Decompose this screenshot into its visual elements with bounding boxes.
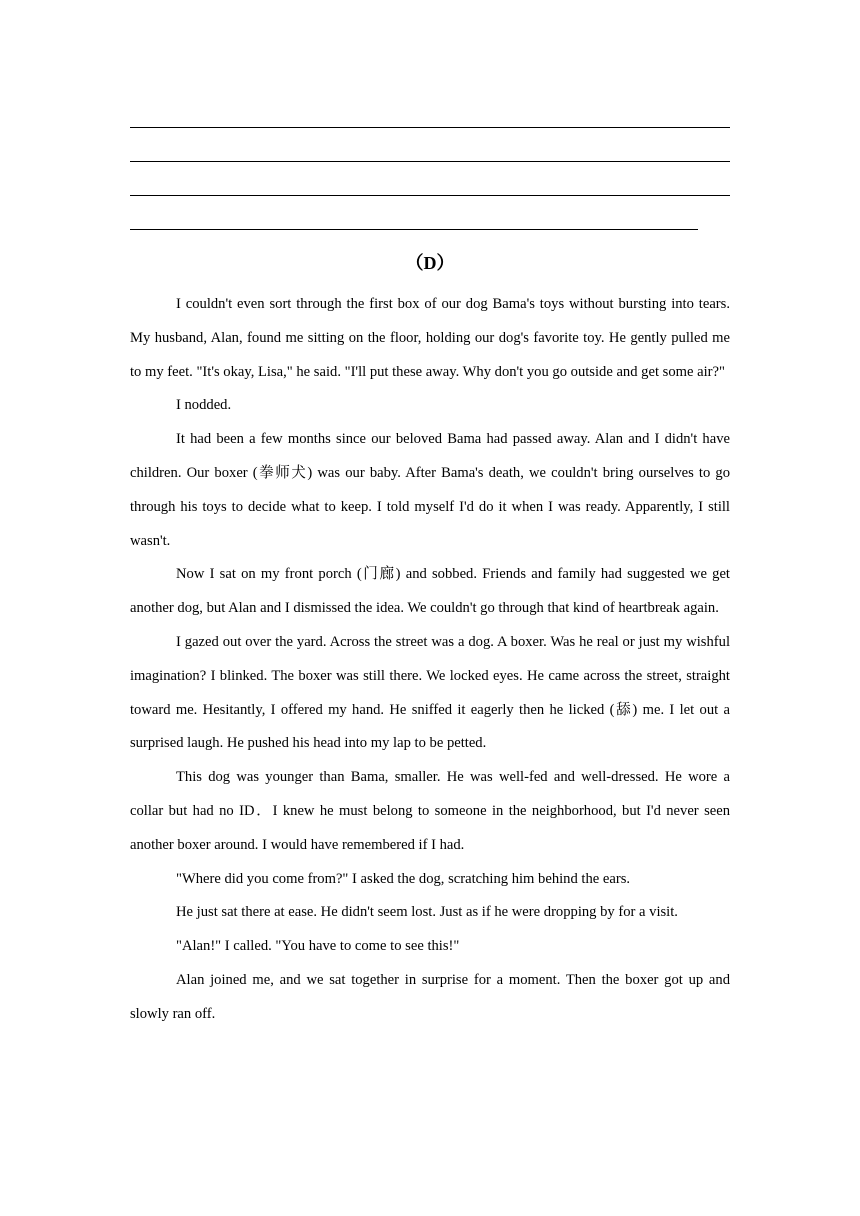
paragraph: I nodded.	[176, 397, 232, 414]
section-title: （D）	[405, 253, 455, 273]
paragraph: This dog was younger than Bama, smaller. He was well-fed and well-dressed. He wore a collar but had no ID．I knew he must belong to someone in the neighborhood, but I'd never seen another boxer around. I would have remembered if I had.	[130, 769, 730, 853]
paragraph: "Where did you come from?" I asked the dog, scratching him behind the ears.	[176, 870, 631, 887]
paragraph: He just sat there at ease. He didn't seem lost. Just as if he were dropping by for a visit.	[176, 904, 678, 921]
answer-lines	[130, 127, 730, 263]
answer-line	[130, 161, 730, 162]
paragraph: Now I sat on my front porch (门廊) and sobbed. Friends and family had suggested we get another dog, but Alan and I dismissed the idea. We couldn't go through that kind of heartbreak again.	[130, 566, 730, 617]
answer-line	[130, 127, 730, 128]
paragraph: I gazed out over the yard. Across the street was a dog. A boxer. Was he real or just my wishful imagination? I blinked. The boxer was still there. We locked eyes. He came across the street, straight toward me. Hesitantly, I offered my hand. He sniffed it eagerly then he licked (舔) me. I let out a surprised laugh. He pushed his head into my lap to be petted.	[130, 633, 730, 752]
answer-line	[130, 195, 730, 196]
paragraph: "Alan!" I called. "You have to come to see this!"	[176, 938, 460, 955]
paragraph: I couldn't even sort through the first box of our dog Bama's toys without bursting into tears. My husband, Alan, found me sitting on the floor, holding our dog's favorite toy. He gently pulled me to my feet. "It's okay, Lisa," he said. "I'll put these away. Why don't you go outside and get some air?"	[130, 296, 730, 380]
answer-line	[130, 229, 698, 230]
paragraph: It had been a few months since our beloved Bama had passed away. Alan and I didn't have children. Our boxer (拳师犬) was our baby. After Bama's death, we couldn't bring ourselves to go through his toys to decide what to keep. I told myself I'd do it when I was ready. Apparently, I still wasn't.	[130, 431, 730, 549]
reading-passage	[130, 288, 730, 1032]
paragraph: Alan joined me, and we sat together in surprise for a moment. Then the boxer got up and slowly ran off.	[130, 971, 730, 1022]
